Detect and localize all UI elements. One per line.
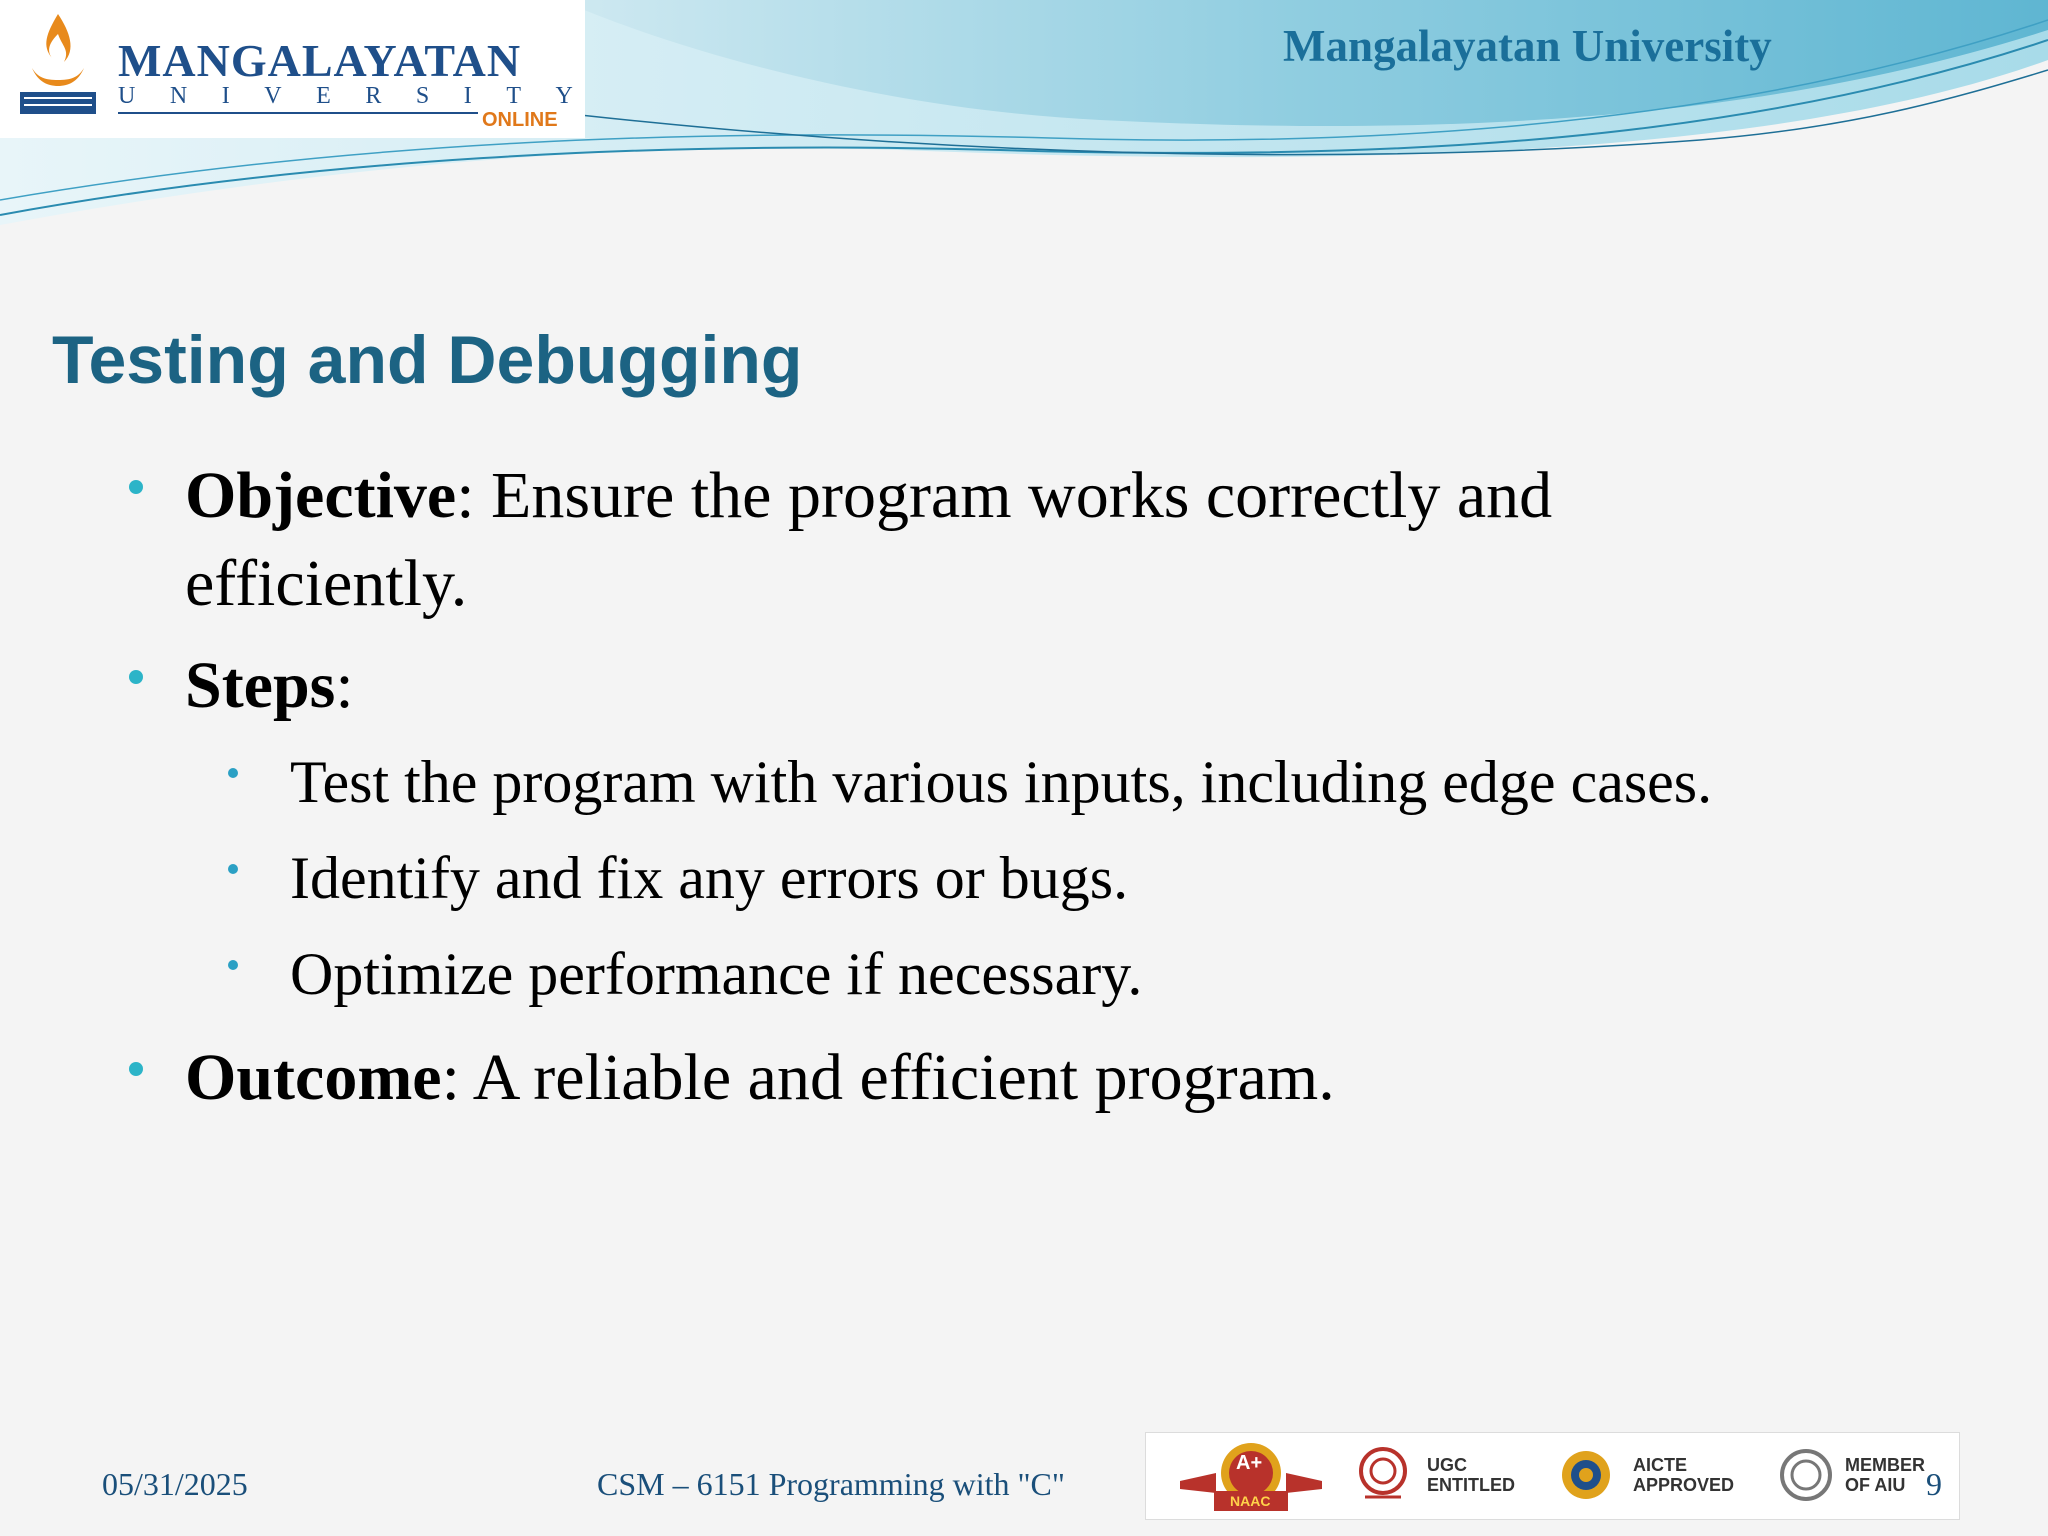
- bullet-text: : Ensure the program works correctly and: [456, 459, 1553, 532]
- sub-bullet-2: [290, 838, 1128, 918]
- page-number: 9: [1926, 1466, 1942, 1502]
- accreditation-badges: [1145, 1432, 1960, 1520]
- flame-emblem-icon: [8, 6, 108, 134]
- ugc-emblem-icon: [1351, 1433, 1421, 1519]
- bullet-dot-icon: [129, 1062, 143, 1076]
- footer-date: 05/31/2025: [102, 1466, 248, 1502]
- bullet-dot-icon: [129, 670, 143, 684]
- aiu-seal-icon: [1771, 1433, 1841, 1519]
- bullet-text: : A reliable and efficient program.: [441, 1041, 1335, 1114]
- sub-bullet-3: [290, 934, 1142, 1014]
- sub-bullet-1: [290, 742, 1712, 822]
- logo-online-label: ONLINE: [482, 109, 558, 131]
- ugc-badge: UGC ENTITLED: [1351, 1433, 1531, 1519]
- logo-subtitle: U N I V E R S I T Y: [118, 83, 573, 109]
- sub-bullet-text: Test the program with various inputs, including edge cases.: [290, 749, 1713, 815]
- sub-bullet-text: Identify and fix any errors or bugs.: [290, 845, 1129, 911]
- bullet-steps: [185, 642, 354, 730]
- slide-title: Testing and Debugging: [52, 322, 803, 398]
- sub-bullet-dot-icon: [228, 864, 238, 874]
- sub-bullet-text: Optimize performance if necessary.: [290, 941, 1143, 1007]
- sub-bullet-dot-icon: [228, 960, 238, 970]
- sub-bullet-dot-icon: [228, 768, 238, 778]
- bullet-outcome: [185, 1034, 1335, 1122]
- logo-divider: [118, 112, 478, 114]
- footer-course: CSM – 6151 Programming with "C": [597, 1466, 1065, 1502]
- bullet-text: :: [335, 649, 354, 722]
- aiu-badge: MEMBER OF AIU: [1771, 1433, 1951, 1519]
- bullet-label: Outcome: [185, 1041, 442, 1114]
- bullet-text: efficiently.: [185, 547, 468, 620]
- header-university-name: Mangalayatan University: [1283, 21, 1772, 71]
- bullet-label: Steps: [185, 649, 336, 722]
- aicte-gear-icon: [1551, 1433, 1621, 1519]
- university-logo: [0, 0, 585, 138]
- bullet-objective: [185, 452, 1552, 540]
- bullet-objective-continued: [185, 540, 467, 628]
- bullet-label: Objective: [185, 459, 457, 532]
- bullet-dot-icon: [129, 480, 143, 494]
- naac-badge: A+ NAAC: [1176, 1433, 1326, 1519]
- aicte-badge: AICTE APPROVED: [1551, 1433, 1751, 1519]
- logo-wordmark: MANGALAYATAN: [118, 35, 522, 86]
